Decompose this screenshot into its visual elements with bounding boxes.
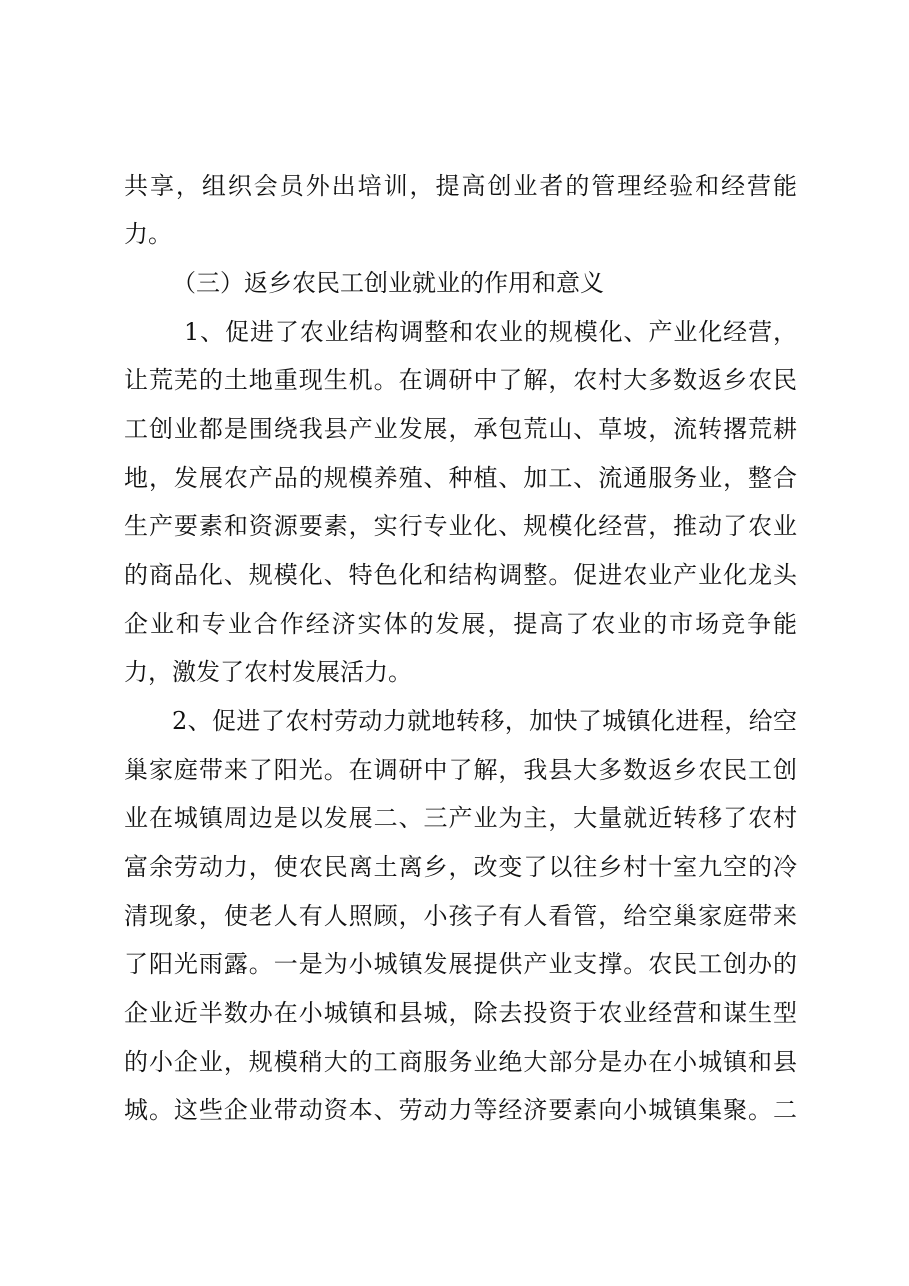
text-line: 2、促进了农村劳动力就地转移，加快了城镇化进程，给空: [172, 707, 797, 735]
text-line: 了阳光雨露。一是为小城镇发展提供产业支撑。农民工创办的: [124, 950, 797, 978]
text-line: 共享，组织会员外出培训，提高创业者的管理经验和经营能: [124, 172, 797, 200]
text-line: 让荒芜的土地重现生机。在调研中了解，农村大多数返乡农民: [124, 366, 797, 394]
text-line: 的商品化、规模化、特色化和结构调整。促进农业产业化龙头: [124, 561, 797, 589]
text-line: 力。: [124, 220, 172, 248]
text-line: 业在城镇周边是以发展二、三产业为主，大量就近转移了农村: [124, 804, 797, 832]
text-line: 生产要素和资源要素，实行专业化、规模化经营，推动了农业: [124, 512, 797, 540]
text-line: 城。这些企业带动资本、劳动力等经济要素向小城镇集聚。二: [124, 1096, 797, 1124]
text-line: 企业近半数办在小城镇和县城，除去投资于农业经营和谋生型: [124, 999, 797, 1027]
text-line: 地，发展农产品的规模养殖、种植、加工、流通服务业，整合: [124, 464, 797, 492]
text-line: 的小企业，规模稍大的工商服务业绝大部分是办在小城镇和县: [124, 1048, 797, 1076]
text-line: 富余劳动力，使农民离土离乡，改变了以往乡村十室九空的冷: [124, 853, 797, 881]
text-line: 力，激发了农村发展活力。: [124, 658, 412, 686]
section-heading: （三）返乡农民工创业就业的作用和意义: [172, 269, 604, 297]
text-line: 清现象，使老人有人照顾，小孩子有人看管，给空巢家庭带来: [124, 902, 797, 930]
text-line: 工创业都是围绕我县产业发展，承包荒山、草坡，流转撂荒耕: [124, 415, 797, 443]
text-line: 巢家庭带来了阳光。在调研中了解，我县大多数返乡农民工创: [124, 756, 797, 784]
text-line: 企业和专业合作经济实体的发展，提高了农业的市场竞争能: [124, 610, 797, 638]
text-line: 1、促进了农业结构调整和农业的规模化、产业化经营，: [184, 318, 797, 346]
